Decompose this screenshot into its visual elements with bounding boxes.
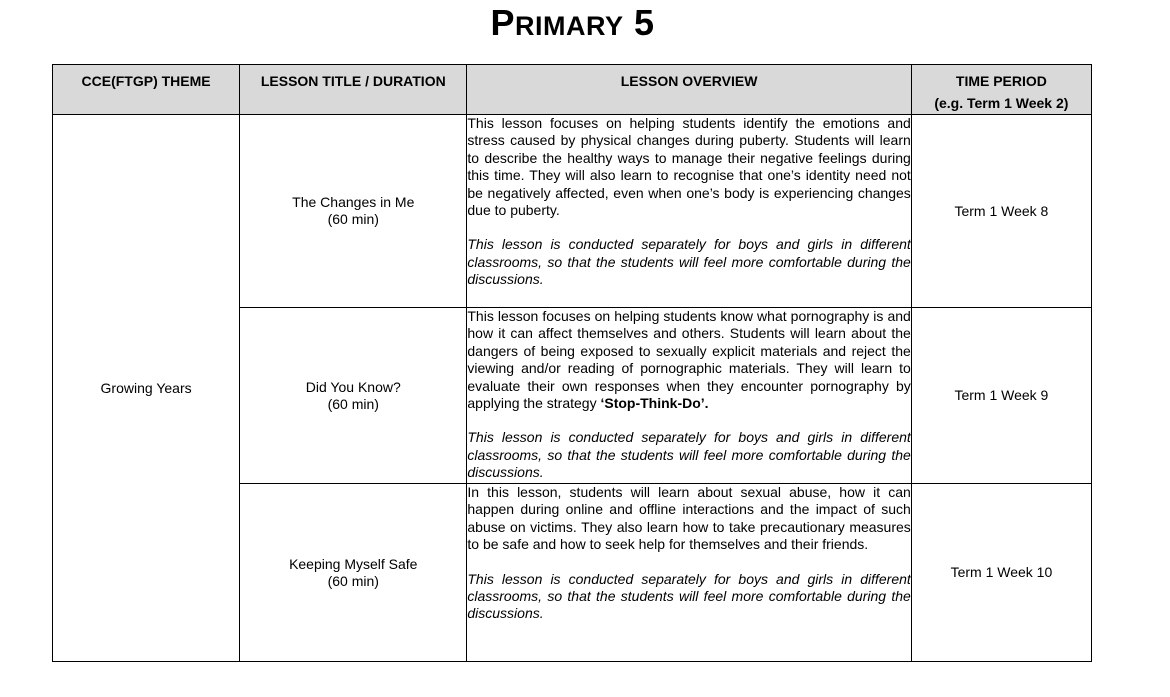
theme-cell: Growing Years xyxy=(53,115,240,662)
lesson-title: The Changes in Me xyxy=(292,194,415,210)
page-title-number: 5 xyxy=(634,2,655,43)
lesson-overview-text: This lesson focuses on helping students know what pornography is and how it can affect themselves and others. Students will learn about the dangers of being exposed to sexually explicit materials and reject the viewing and/or reading of pornographic materials. They will learn to evaluate their own responses when they encounter pornography by applying the strategy xyxy=(467,308,911,412)
lesson-overview-note: This lesson is conducted separately for boys and girls in different classrooms, so that the students will feel more comfortable during the discussions. xyxy=(467,570,911,622)
lesson-overview-paragraph xyxy=(467,308,910,412)
page-title xyxy=(0,2,1145,47)
lesson-overview-text: In this lesson, students will learn about sexual abuse, how it can happen during online and offline interactions and the impact of such abuse on victims. They also learn how to take precautionary measures to be safe and how to seek help for themselves and their friends. xyxy=(467,484,911,553)
lesson-plan-table xyxy=(52,64,1092,662)
strategy-name: ‘Stop-Think-Do’. xyxy=(600,395,709,412)
header-theme: CCE(FTGP) THEME xyxy=(53,65,240,115)
time-period-cell: Term 1 Week 10 xyxy=(911,484,1091,662)
page-title-initial: P xyxy=(490,2,515,43)
header-time-period-example: (e.g. Term 1 Week 2) xyxy=(934,95,1069,111)
header-time-period xyxy=(911,65,1091,115)
lesson-duration: (60 min) xyxy=(327,572,379,589)
lesson-title-cell xyxy=(240,484,467,662)
lesson-overview-note: This lesson is conducted separately for boys and girls in different classrooms, so that the students will feel more comfortable during the discussions. xyxy=(467,429,911,481)
table-row xyxy=(53,115,1092,308)
lesson-overview-note: This lesson is conducted separately for boys and girls in different classrooms, so that the students will feel more comfortable during the discussions. xyxy=(467,236,911,288)
lesson-title: Keeping Myself Safe xyxy=(289,555,418,572)
page-title-rest: RIMARY xyxy=(514,11,624,41)
header-lesson-title: LESSON TITLE / DURATION xyxy=(240,65,467,115)
lesson-overview-cell xyxy=(467,484,911,662)
lesson-duration: (60 min) xyxy=(327,395,379,412)
time-period-cell: Term 1 Week 8 xyxy=(911,115,1091,308)
header-overview: LESSON OVERVIEW xyxy=(467,65,911,115)
lesson-duration: (60 min) xyxy=(327,211,379,227)
lesson-overview-cell xyxy=(467,308,911,484)
table-header-row xyxy=(53,65,1092,115)
lesson-overview-text: This lesson focuses on helping students identify the emotions and stress caused by physical changes during puberty. Students will learn to describe the healthy ways to manage their negative feelings during this time. They will also learn to recognise that one’s identity need not be negatively affected, even when one’s body is experiencing changes due to puberty. xyxy=(467,115,911,219)
lesson-overview-cell xyxy=(467,115,911,308)
lesson-title: Did You Know? xyxy=(305,378,401,395)
time-period-cell: Term 1 Week 9 xyxy=(911,308,1091,484)
lesson-title-cell xyxy=(240,115,467,308)
header-time-period-label: TIME PERIOD xyxy=(955,73,1047,89)
lesson-title-cell xyxy=(240,308,467,484)
